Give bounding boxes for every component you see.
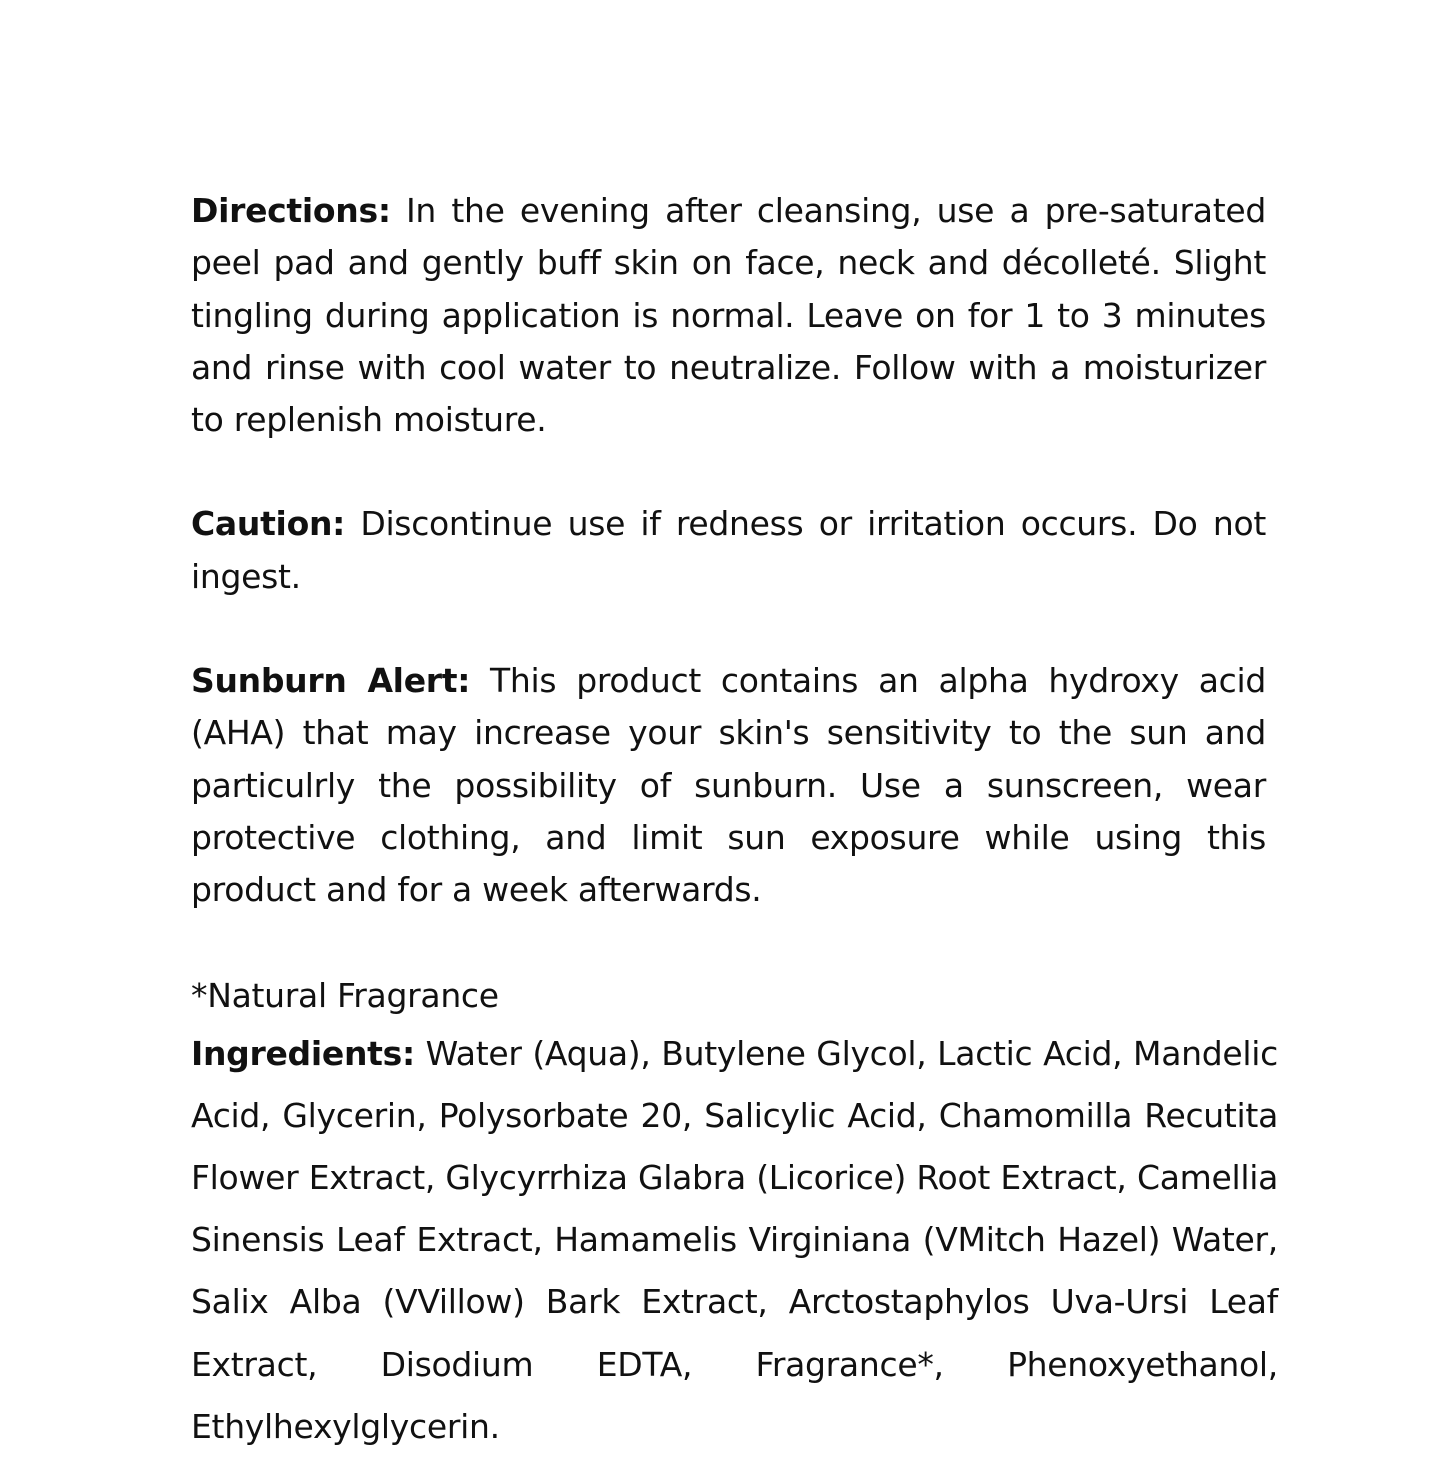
caution-text: Discontinue use if redness or irritation occurs. Do not ingest. bbox=[191, 504, 1266, 596]
directions-section bbox=[191, 185, 1266, 446]
ingredients-label: Ingredients: bbox=[191, 1033, 415, 1073]
sunburn-alert-text: This product contains an alpha hydroxy acid (AHA) that may increase your skin's sensitivity to the sun and particulrly the possibility of sunburn. Use a sunscreen, wear protective clothing, and limit sun exposure while using this product and for a week afterwards. bbox=[191, 661, 1266, 910]
caution-label: Caution: bbox=[191, 504, 346, 544]
sunburn-alert-section bbox=[191, 655, 1266, 916]
sunburn-alert-label: Sunburn Alert: bbox=[191, 661, 471, 701]
ingredients-section bbox=[191, 1023, 1278, 1458]
section-spacer bbox=[191, 917, 1266, 969]
section-spacer bbox=[191, 446, 1266, 498]
section-spacer bbox=[191, 603, 1266, 655]
product-label-text bbox=[191, 185, 1278, 1458]
directions-text: In the evening after cleansing, use a pre-saturated peel pad and gently buff skin on face, neck and décolleté. Slight tingling during application is normal. Leave on for 1 to 3 minutes and rinse with cool water to neutralize. Follow with a moisturizer to replenish moisture. bbox=[191, 191, 1266, 440]
ingredients-text: Water (Aqua), Butylene Glycol, Lactic Acid, Mandelic Acid, Glycerin, Polysorbate 20, Salicylic Acid, Chamomilla Recutita Flower Extract, Glycyrrhiza Glabra (Licorice) Root Extract, Camellia Sinensis Leaf Extract, Hamamelis Virginiana (VMitch Hazel) Water, Salix Alba (VVillow) Bark Extract, Arctostaphylos Uva-Ursi Leaf Extract, Disodium EDTA, Fragrance*, Phenoxyethanol, Ethylhexylglycerin. bbox=[191, 1033, 1278, 1446]
directions-label: Directions: bbox=[191, 191, 391, 230]
caution-section bbox=[191, 498, 1266, 603]
fragrance-note: *Natural Fragrance bbox=[191, 975, 499, 1015]
